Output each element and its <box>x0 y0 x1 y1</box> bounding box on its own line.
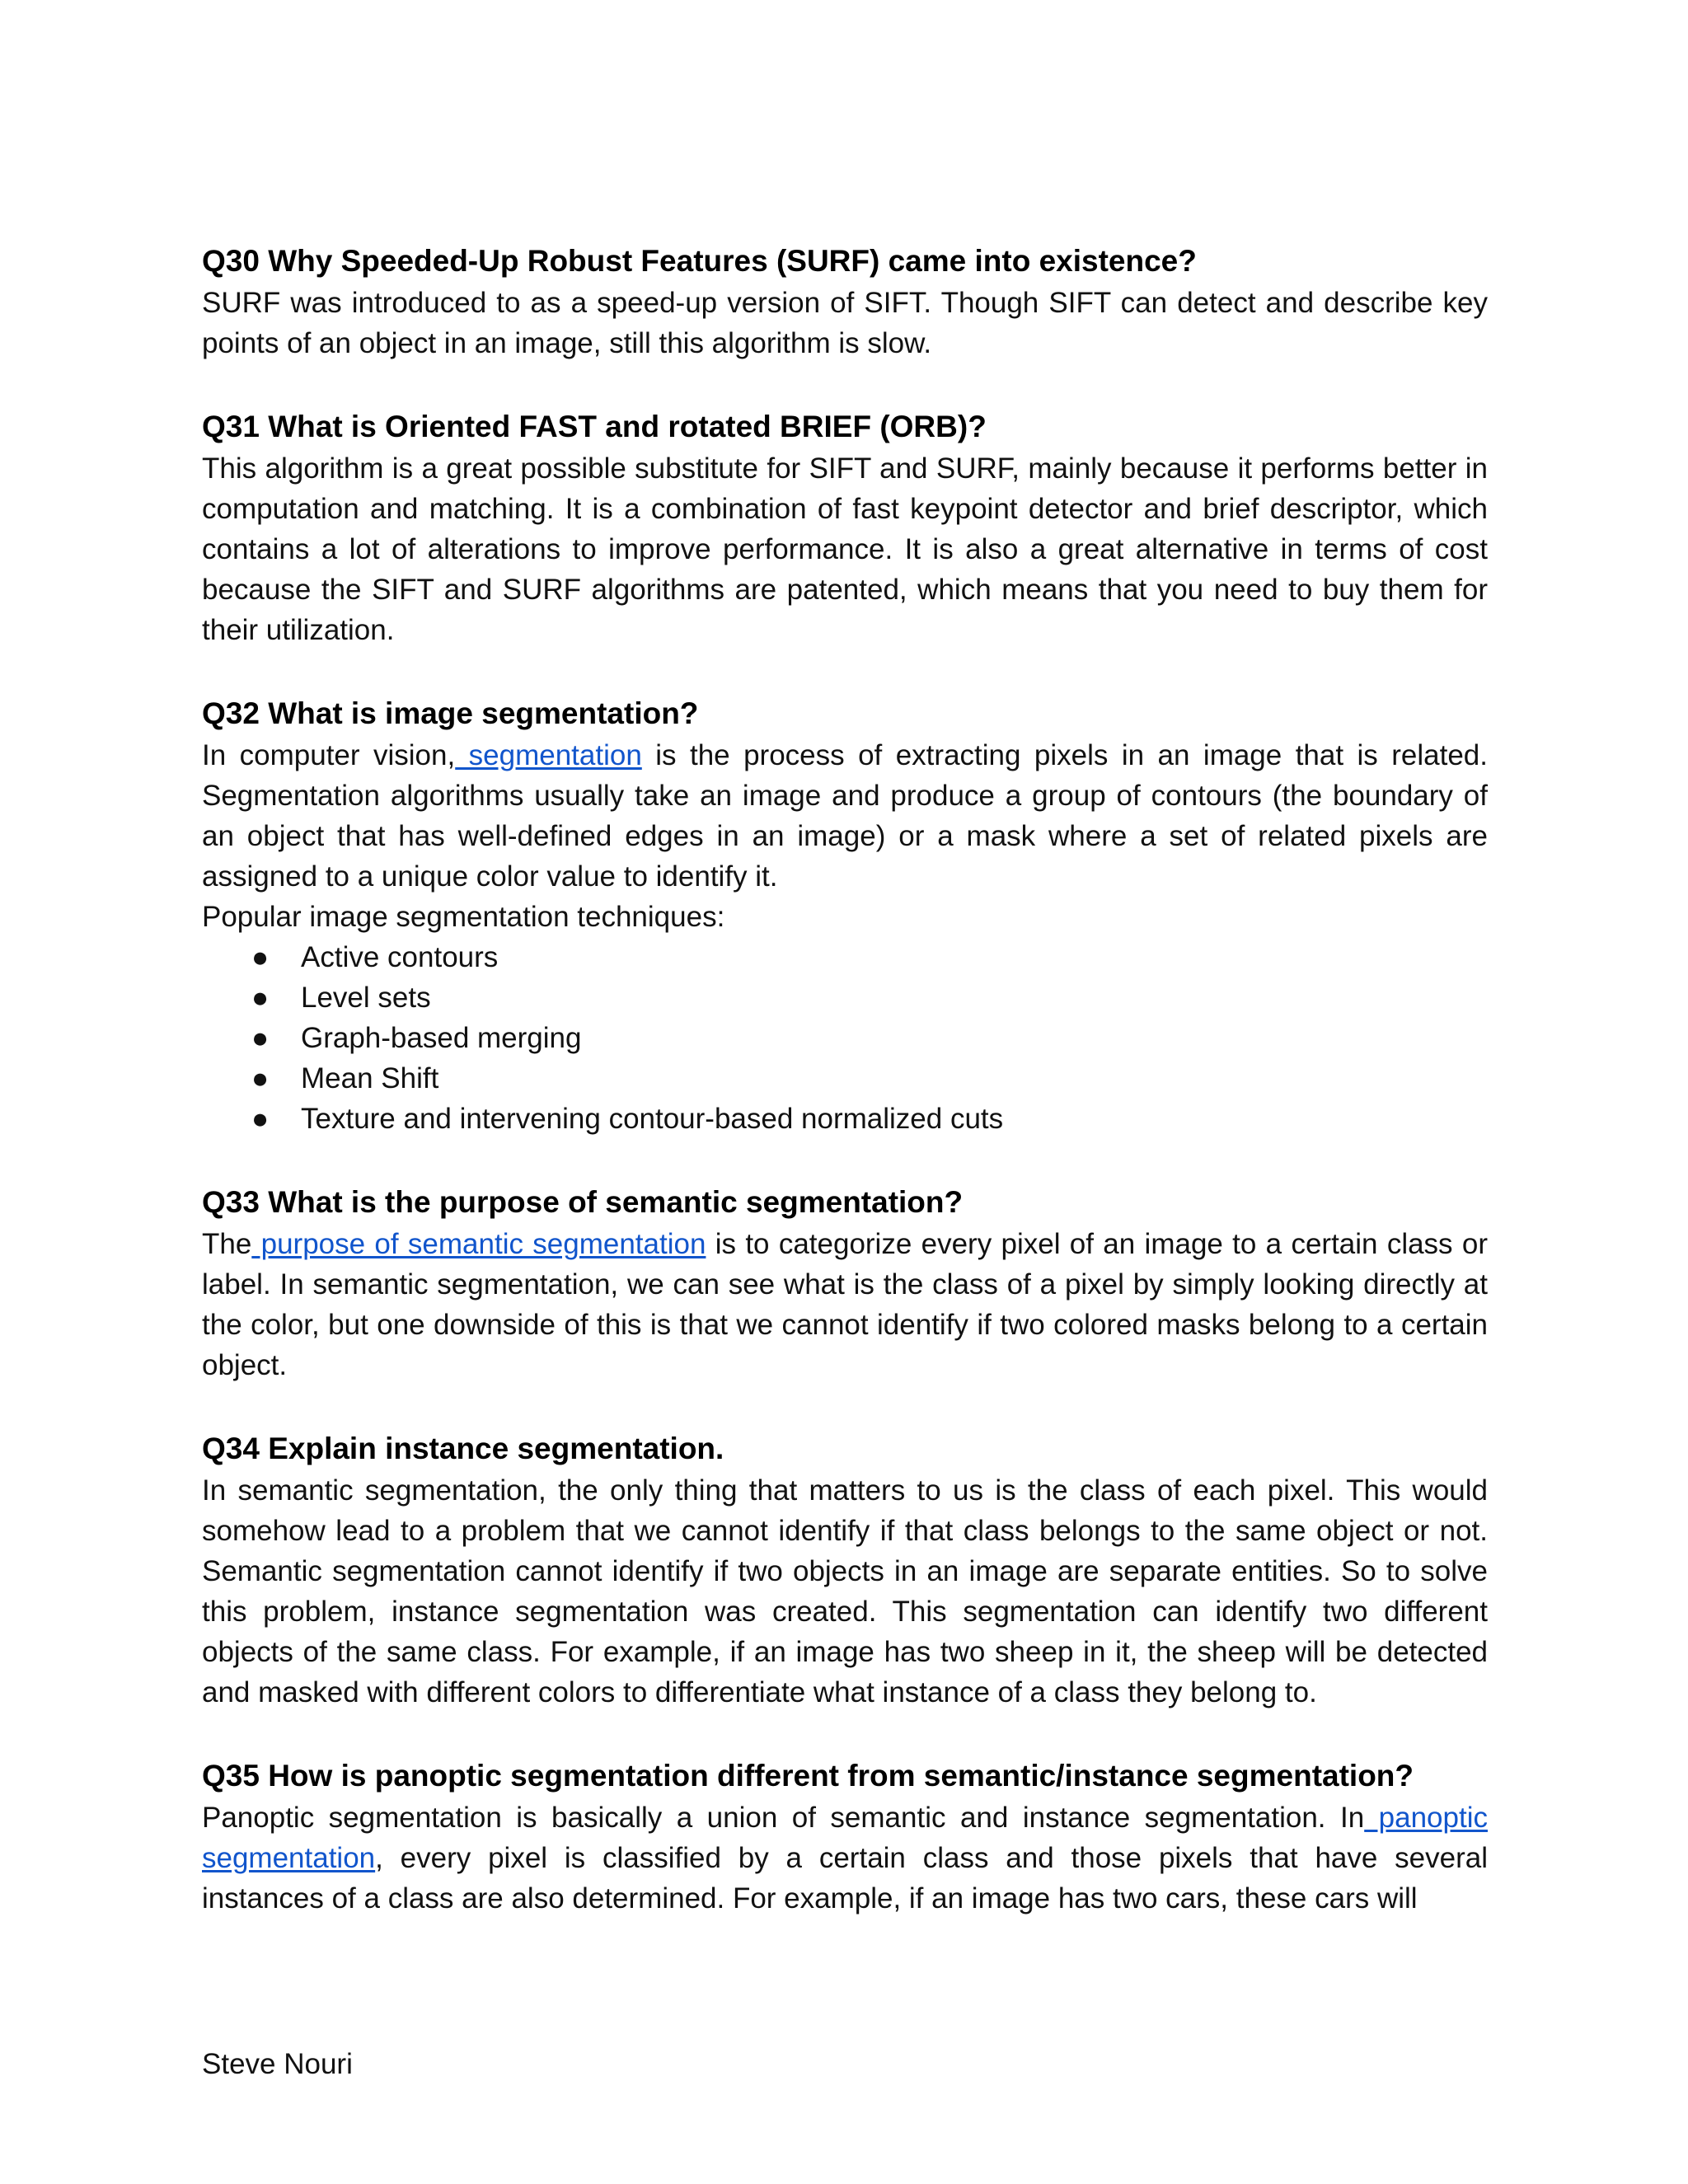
question-heading: Q32 What is image segmentation? <box>202 696 699 730</box>
section-q30 <box>202 239 1488 363</box>
answer-text: , every pixel is classified by a certain class and those pixels that have several instances of a class are also determined. For example, if an image has two cars, these cars will <box>202 1842 1488 1915</box>
answer-text: The <box>202 1228 252 1260</box>
answer-paragraph: In semantic segmentation, the only thing that matters to us is the class of each pixel. This would somehow lead to a problem that we cannot identify if that class belongs to the same object or not. Semantic segmentation cannot identify if two objects in an image are separate entities. So to solve this problem, instance segmentation was created. This segmentation can identify two different objects of the same class. For example, if an image has two sheep in it, the sheep will be detected and masked with different colors to differentiate what instance of a class they belong to. <box>202 1474 1488 1708</box>
footer-author: Steve Nouri <box>202 2048 353 2080</box>
question-heading: Q35 How is panoptic segmentation different from semantic/instance segmentation? <box>202 1759 1414 1793</box>
bullet-icon: ● <box>251 941 270 973</box>
answer-text: is to categorize every pixel of an image to a certain class or label. In semantic segmentation, we can see what is the class of a pixel by simply looking directly at the color, but one downside of this is that we cannot identify if two colored masks belong to a certain object. <box>202 1228 1488 1381</box>
techniques-list <box>202 937 1488 1139</box>
question-heading: Q30 Why Speeded-Up Robust Features (SURF) came into existence? <box>202 244 1197 278</box>
list-item-label: Graph-based merging <box>301 1022 582 1054</box>
list-item-label: Active contours <box>301 941 499 973</box>
answer-paragraph <box>202 735 1488 897</box>
list-intro: Popular image segmentation techniques: <box>202 901 725 933</box>
list-item <box>202 1099 1488 1139</box>
list-item <box>202 937 1488 977</box>
list-item-label: Texture and intervening contour-based normalized cuts <box>301 1103 1004 1135</box>
bullet-icon: ● <box>251 982 270 1014</box>
answer-paragraph <box>202 1797 1488 1919</box>
answer-paragraph: This algorithm is a great possible substitute for SIFT and SURF, mainly because it performs better in computation and matching. It is a combination of fast keypoint detector and brief descriptor, which contains a lot of alterations to improve performance. It is also a great alternative in terms of cost because the SIFT and SURF algorithms are patented, which means that you need to buy them for their utilization. <box>202 452 1488 646</box>
segmentation-link[interactable]: segmentation <box>455 739 642 771</box>
section-q34 <box>202 1427 1488 1713</box>
list-item-label: Level sets <box>301 982 431 1014</box>
semantic-segmentation-link[interactable]: purpose of semantic segmentation <box>251 1228 706 1260</box>
section-q35 <box>202 1754 1488 1919</box>
document-page <box>202 239 1488 1960</box>
list-item <box>202 1018 1488 1058</box>
answer-text: In computer vision, <box>202 739 456 771</box>
list-item <box>202 977 1488 1018</box>
list-item-label: Mean Shift <box>301 1062 439 1094</box>
question-heading: Q31 What is Oriented FAST and rotated BRIEF (ORB)? <box>202 410 987 443</box>
question-heading: Q33 What is the purpose of semantic segmentation? <box>202 1185 964 1219</box>
answer-text: Panoptic segmentation is basically a union of semantic and instance segmentation. In <box>202 1802 1365 1834</box>
panoptic-segmentation-link[interactable]: panoptic segmentation <box>202 1802 1488 1874</box>
answer-paragraph: SURF was introduced to as a speed-up version of SIFT. Though SIFT can detect and describe key points of an object in an image, still this algorithm is slow. <box>202 287 1488 359</box>
section-q32 <box>202 691 1488 1139</box>
bullet-icon: ● <box>251 1103 270 1135</box>
answer-paragraph <box>202 1224 1488 1385</box>
bullet-icon: ● <box>251 1062 270 1094</box>
section-q31 <box>202 405 1488 650</box>
section-q33 <box>202 1180 1488 1385</box>
question-heading: Q34 Explain instance segmentation. <box>202 1432 724 1465</box>
bullet-icon: ● <box>251 1022 270 1054</box>
answer-text: is the process of extracting pixels in an image that is related. Segmentation algorithms usually take an image and produce a group of contours (the boundary of an object that has well-defined edges in an image) or a mask where a set of related pixels are assigned to a unique color value to identify it. <box>202 739 1488 893</box>
list-item <box>202 1058 1488 1099</box>
